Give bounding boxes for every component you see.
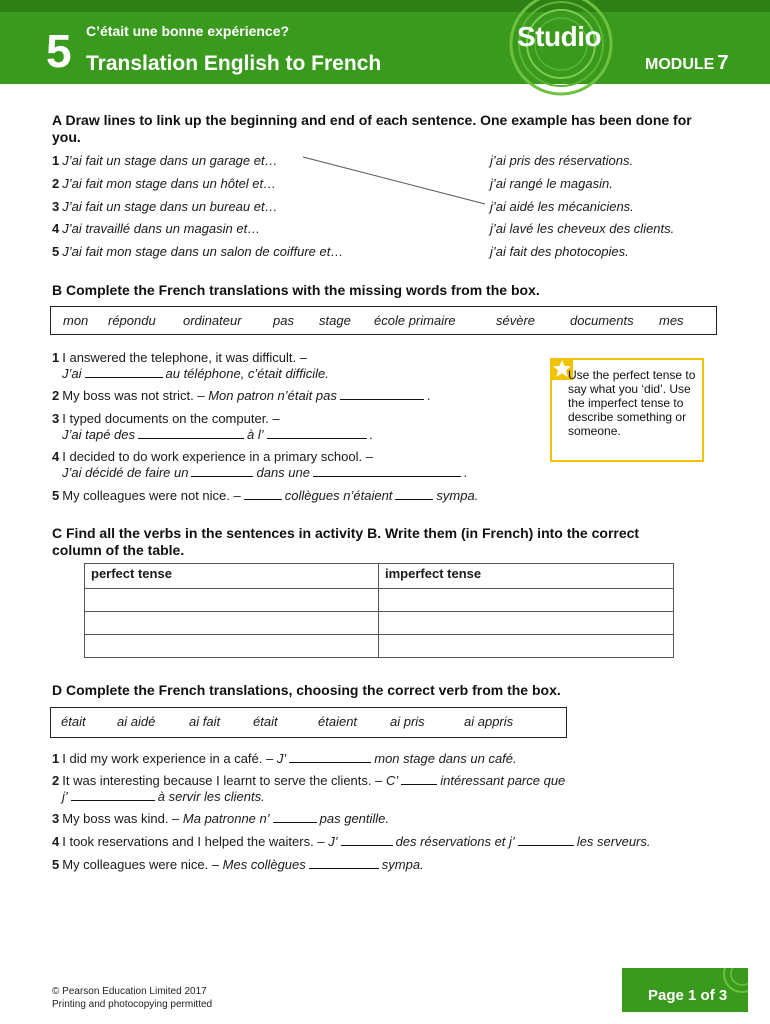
french-text: J’ai décidé de faire un xyxy=(62,465,189,480)
item-number: 1 xyxy=(52,751,60,766)
french-text: j’ xyxy=(62,789,68,804)
word-option: était xyxy=(253,714,278,729)
section-d-instruction: D Complete the French translations, choosing the correct verb from the box. xyxy=(52,682,561,698)
french-text: des réservations et j’ xyxy=(395,834,515,849)
word-option: école primaire xyxy=(374,313,456,328)
word-option: documents xyxy=(570,313,634,328)
word-option: ordinateur xyxy=(183,313,242,328)
item-number: 1 xyxy=(52,350,60,365)
answer-blank[interactable] xyxy=(518,835,574,846)
answer-blank[interactable] xyxy=(273,812,317,823)
english-text: I answered the telephone, it was difficult. – xyxy=(62,350,307,365)
answer-blank[interactable] xyxy=(191,466,253,477)
table-cell[interactable] xyxy=(85,589,379,612)
french-text: collègues n’étaient xyxy=(284,488,393,503)
example-link-line xyxy=(0,0,770,260)
answer-blank[interactable] xyxy=(267,428,367,439)
word-option: ai fait xyxy=(189,714,221,729)
word-option: répondu xyxy=(108,313,156,328)
module-number: 7 xyxy=(717,52,729,74)
french-text: sympa. xyxy=(436,488,479,503)
item-number: 5 xyxy=(52,488,60,503)
answer-blank[interactable] xyxy=(138,428,244,439)
d-q2-line1 xyxy=(52,773,565,788)
french-text: Mes collègues xyxy=(222,857,306,872)
item-number: 3 xyxy=(52,411,60,426)
sentence-start: J’ai fait un stage dans un bureau et… xyxy=(62,199,278,214)
end-punct: . xyxy=(463,465,468,480)
french-text: Ma patronne n’ xyxy=(182,811,270,826)
english-text: I did my work experience in a café. – xyxy=(62,751,274,766)
page-subtitle: C’était une bonne expérience? xyxy=(86,23,290,39)
d-q5 xyxy=(52,857,424,872)
word-option: mes xyxy=(659,313,684,328)
item-number: 2 xyxy=(52,773,60,788)
a-right-4: j’ai lavé les cheveux des clients. xyxy=(490,221,675,236)
item-number: 2 xyxy=(52,388,60,403)
item-number: 5 xyxy=(52,244,60,259)
item-number: 4 xyxy=(52,449,60,464)
end-punct: . xyxy=(426,388,431,403)
perfect-tense-header: perfect tense xyxy=(85,564,379,589)
item-number: 3 xyxy=(52,199,60,214)
a-right-1: j’ai pris des réservations. xyxy=(490,153,634,168)
page-number: Page 1 of 3 xyxy=(648,987,728,1004)
table-cell[interactable] xyxy=(379,635,674,658)
b-q4-english xyxy=(52,449,373,464)
b-q3-english xyxy=(52,411,280,426)
word-option: ai aidé xyxy=(117,714,156,729)
table-cell[interactable] xyxy=(379,589,674,612)
section-c-instruction: C Find all the verbs in the sentences in activity B. Write them (in French) into the correct column of the table. xyxy=(52,525,640,558)
module-text: MODULE xyxy=(645,56,715,73)
verb-tense-table xyxy=(84,563,674,658)
french-text: C’ xyxy=(385,773,399,788)
sentence-start: J’ai fait mon stage dans un salon de coiffure et… xyxy=(62,244,344,259)
english-text: It was interesting because I learnt to serve the clients. – xyxy=(62,773,383,788)
answer-blank[interactable] xyxy=(395,489,433,500)
b-q1-french xyxy=(62,366,329,381)
b-q3-french xyxy=(62,427,373,442)
end-punct: . xyxy=(369,427,374,442)
answer-blank[interactable] xyxy=(313,466,461,477)
b-q2 xyxy=(52,388,430,403)
item-number: 4 xyxy=(52,221,60,236)
english-text: I decided to do work experience in a primary school. – xyxy=(62,449,373,464)
item-number: 5 xyxy=(52,857,60,872)
french-text: sympa. xyxy=(381,857,424,872)
item-number: 4 xyxy=(52,834,60,849)
answer-blank[interactable] xyxy=(340,389,424,400)
a-right-5: j’ai fait des photocopies. xyxy=(490,244,629,259)
english-text: My boss was not strict. – xyxy=(62,388,205,403)
answer-blank[interactable] xyxy=(71,790,155,801)
copyright-line: © Pearson Education Limited 2017 xyxy=(52,986,207,997)
d-q3 xyxy=(52,811,389,826)
french-text: Mon patron n’était pas xyxy=(208,388,337,403)
item-number: 1 xyxy=(52,153,60,168)
footer-copyright xyxy=(52,985,212,1011)
english-text: I typed documents on the computer. – xyxy=(62,411,280,426)
unit-number: 5 xyxy=(46,25,72,77)
answer-blank[interactable] xyxy=(244,489,282,500)
french-text: à servir les clients. xyxy=(157,789,265,804)
word-box-b xyxy=(50,306,717,335)
a-right-3: j’ai aidé les mécaniciens. xyxy=(490,199,634,214)
grammar-tip-text: Use the perfect tense to say what you ‘did’. Use the imperfect tense to describe something or someone. xyxy=(568,368,696,438)
word-option: stage xyxy=(319,313,351,328)
d-q1 xyxy=(52,751,517,766)
answer-blank[interactable] xyxy=(309,858,379,869)
word-option: ai pris xyxy=(390,714,425,729)
section-b-instruction: B Complete the French translations with the missing words from the box. xyxy=(52,282,540,298)
table-cell[interactable] xyxy=(85,635,379,658)
item-number: 3 xyxy=(52,811,60,826)
french-text: dans une xyxy=(256,465,310,480)
french-text: J’ai tapé des xyxy=(62,427,135,442)
french-text: J’ xyxy=(276,751,287,766)
french-text: au téléphone, c’était difficile. xyxy=(165,366,329,381)
b-q1-english xyxy=(52,350,307,365)
english-text: My colleagues were nice. – xyxy=(62,857,220,872)
word-option: mon xyxy=(63,313,89,328)
sentence-start: J’ai fait un stage dans un garage et… xyxy=(62,153,278,168)
b-q4-french xyxy=(62,465,468,480)
answer-blank[interactable] xyxy=(289,752,371,763)
french-text: les serveurs. xyxy=(576,834,651,849)
english-text: My boss was kind. – xyxy=(62,811,180,826)
word-option: ai appris xyxy=(464,714,514,729)
d-q2-line2 xyxy=(62,789,265,804)
section-a-instruction: A Draw lines to link up the beginning and end of each sentence. One example has been done for you. xyxy=(52,112,692,145)
answer-blank[interactable] xyxy=(401,774,437,785)
table-cell[interactable] xyxy=(379,612,674,635)
answer-blank[interactable] xyxy=(85,367,163,378)
studio-logo: Studio xyxy=(517,21,602,52)
a-right-2: j’ai rangé le magasin. xyxy=(490,176,613,191)
sentence-start: J’ai fait mon stage dans un hôtel et… xyxy=(62,176,277,191)
word-option: étaient xyxy=(318,714,358,729)
french-text: pas gentille. xyxy=(319,811,390,826)
english-text: My colleagues were not nice. – xyxy=(62,488,241,503)
table-cell[interactable] xyxy=(85,612,379,635)
permission-line: Printing and photocopying permitted xyxy=(52,999,213,1010)
french-text: J’ai xyxy=(62,366,82,381)
french-text: mon stage dans un café. xyxy=(374,751,517,766)
french-text: J’ xyxy=(328,834,338,849)
word-option: sévère xyxy=(496,313,536,328)
item-number: 2 xyxy=(52,176,60,191)
word-option: était xyxy=(61,714,86,729)
imperfect-tense-header: imperfect tense xyxy=(379,564,674,589)
b-q5 xyxy=(52,488,478,503)
word-box-d xyxy=(50,707,567,738)
sentence-start: J’ai travaillé dans un magasin et… xyxy=(62,221,261,236)
answer-blank[interactable] xyxy=(341,835,393,846)
english-text: I took reservations and I helped the waiters. – xyxy=(62,834,325,849)
d-q4 xyxy=(52,834,651,849)
french-text: intéressant parce que xyxy=(440,773,566,788)
word-option: pas xyxy=(273,313,294,328)
french-text: à l’ xyxy=(247,427,264,442)
page-title: Translation English to French xyxy=(86,52,382,75)
